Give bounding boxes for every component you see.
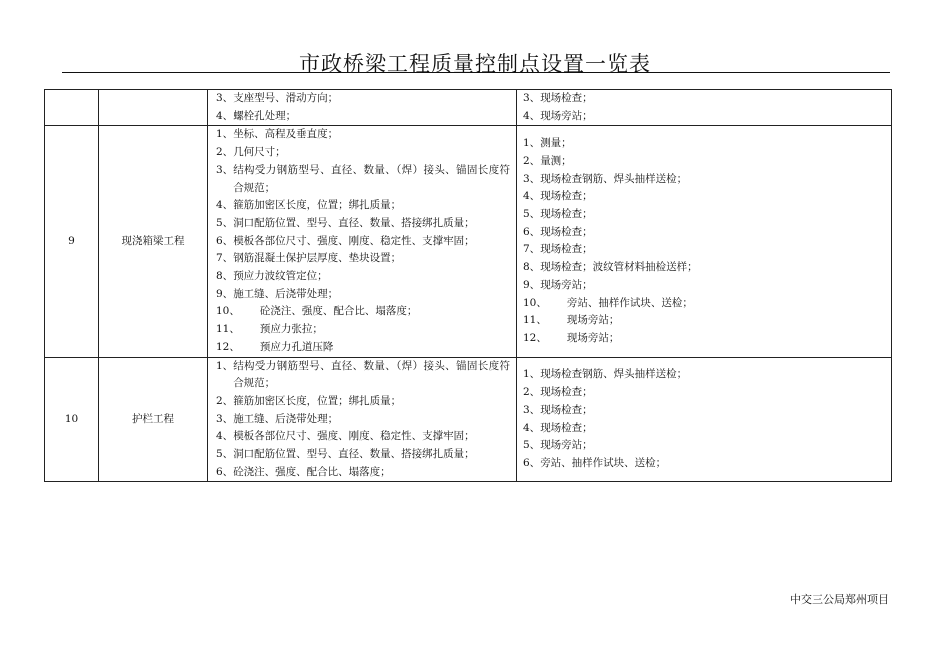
inspection-method-item	[523, 384, 885, 402]
control-point-item	[216, 303, 510, 321]
control-point-item	[216, 428, 510, 446]
control-point-item	[216, 197, 510, 215]
item-number: 8、	[523, 261, 541, 274]
item-text: 模板各部位尺寸、强度、刚度、稳定性、支撑牢固；	[233, 430, 475, 443]
item-text: 预应力孔道压降	[259, 340, 334, 353]
item-text: 现场检查；	[540, 225, 593, 238]
control-point-item	[216, 464, 510, 482]
item-text: 现场旁站；	[540, 278, 593, 291]
item-number: 3、	[523, 172, 541, 185]
table-body	[45, 90, 892, 482]
item-number: 6、	[216, 465, 234, 478]
item-text: 结构受力钢筋型号、直径、数量、（焊）接头、锚固长度符合规范；	[233, 163, 510, 194]
item-text: 现场检查钢筋、焊头抽样送检；	[540, 172, 688, 185]
control-point-item	[216, 108, 510, 126]
inspection-method-item	[523, 108, 885, 126]
item-number: 8、	[216, 270, 234, 283]
control-point-item	[216, 126, 510, 144]
item-text: 现场检查；	[540, 386, 593, 399]
item-text: 钢筋混凝土保护层厚度、垫块设置；	[233, 252, 402, 265]
inspection-method-item	[523, 206, 885, 224]
item-number: 6、	[523, 225, 541, 238]
inspection-method-item	[523, 259, 885, 277]
control-point-item	[216, 411, 510, 429]
control-point-item	[216, 286, 510, 304]
item-text: 洞口配筋位置、型号、直径、数量、搭接绑扎质量；	[233, 216, 475, 229]
inspection-method-item	[523, 135, 885, 153]
item-number: 9、	[216, 287, 234, 300]
item-number: 7、	[216, 252, 234, 265]
project-name-cell: 现浇箱梁工程	[99, 126, 208, 357]
item-number: 4、	[216, 430, 234, 443]
table-row	[45, 357, 892, 482]
item-text: 现场检查；	[540, 208, 593, 221]
project-name-cell: 护栏工程	[99, 357, 208, 482]
inspection-methods-cell	[517, 357, 892, 482]
item-text: 现场检查；	[540, 243, 593, 256]
row-number-cell	[45, 90, 99, 126]
control-points-cell	[208, 357, 517, 482]
item-number: 10、	[216, 305, 260, 318]
item-text: 现场旁站；	[566, 314, 620, 327]
item-number: 4、	[523, 109, 541, 122]
inspection-method-item	[523, 295, 885, 313]
item-number: 4、	[216, 109, 234, 122]
control-point-item	[216, 90, 510, 108]
control-point-item	[216, 446, 510, 464]
control-point-item	[216, 162, 510, 197]
quality-control-table	[44, 89, 892, 482]
item-text: 量测；	[540, 154, 572, 167]
item-number: 1、	[523, 368, 541, 381]
control-point-item	[216, 233, 510, 251]
inspection-method-item	[523, 330, 885, 348]
item-text: 现场旁站；	[566, 331, 620, 344]
item-text: 坐标、高程及垂直度；	[233, 128, 339, 141]
item-text: 洞口配筋位置、型号、直径、数量、搭接绑扎质量；	[233, 448, 475, 461]
control-point-item	[216, 321, 510, 339]
item-number: 3、	[523, 403, 541, 416]
item-number: 4、	[216, 199, 234, 212]
footer-project-name: 中交三公局郑州项目	[790, 593, 889, 606]
inspection-methods-cell	[517, 90, 892, 126]
item-text: 现场检查钢筋、焊头抽样送检；	[540, 368, 688, 381]
item-text: 现场旁站；	[540, 439, 593, 452]
item-text: 螺栓孔处理；	[233, 109, 297, 122]
item-text: 旁站、抽样作试块、送检；	[540, 456, 667, 469]
item-text: 砼浇注、强度、配合比、塌落度；	[259, 305, 418, 318]
inspection-method-item	[523, 90, 885, 108]
item-text: 预应力张拉；	[259, 323, 323, 336]
item-number: 5、	[216, 216, 234, 229]
item-text: 旁站、抽样作试块、送检；	[566, 296, 693, 309]
item-number: 4、	[523, 421, 541, 434]
item-number: 5、	[523, 439, 541, 452]
title-underline	[62, 72, 890, 73]
inspection-methods-cell	[517, 126, 892, 357]
inspection-method-item	[523, 188, 885, 206]
item-number: 1、	[216, 128, 234, 141]
item-text: 结构受力钢筋型号、直径、数量、（焊）接头、锚固长度符合规范；	[233, 359, 510, 390]
inspection-method-item	[523, 153, 885, 171]
item-number: 3、	[216, 92, 234, 104]
item-number: 1、	[216, 359, 234, 372]
inspection-method-item	[523, 455, 885, 473]
item-number: 12、	[216, 340, 260, 353]
item-text: 现场检查；	[540, 403, 593, 416]
control-point-item	[216, 339, 510, 357]
control-point-item	[216, 144, 510, 162]
inspection-method-item	[523, 420, 885, 438]
control-points-cell	[208, 126, 517, 357]
inspection-method-item	[523, 402, 885, 420]
item-number: 4、	[523, 190, 541, 203]
inspection-method-item	[523, 437, 885, 455]
item-text: 模板各部位尺寸、强度、刚度、稳定性、支撑牢固；	[233, 234, 475, 247]
item-text: 支座型号、滑动方向；	[233, 92, 339, 104]
item-text: 箍筋加密区长度，位置；绑扎质量；	[233, 199, 402, 212]
item-number: 1、	[523, 137, 541, 150]
item-number: 6、	[216, 234, 234, 247]
item-number: 11、	[216, 323, 260, 336]
control-point-item	[216, 268, 510, 286]
inspection-method-item	[523, 241, 885, 259]
item-text: 测量；	[540, 137, 572, 150]
item-text: 箍筋加密区长度，位置；绑扎质量；	[233, 394, 402, 407]
item-text: 现场检查；	[540, 421, 593, 434]
item-text: 施工缝、后浇带处理；	[233, 287, 339, 300]
item-number: 2、	[523, 154, 541, 167]
item-number: 12、	[523, 331, 567, 344]
row-number-cell: 10	[45, 357, 99, 482]
item-text: 现场旁站；	[540, 109, 593, 122]
item-text: 砼浇注、强度、配合比、塌落度；	[233, 465, 391, 478]
control-points-cell	[208, 90, 517, 126]
inspection-method-item	[523, 277, 885, 295]
control-point-item	[216, 358, 510, 393]
control-point-item	[216, 250, 510, 268]
control-point-item	[216, 393, 510, 411]
row-number-cell: 9	[45, 126, 99, 357]
item-text: 预应力波纹管定位；	[233, 270, 328, 283]
document-title: 市政桥梁工程质量控制点设置一览表	[299, 52, 651, 76]
item-number: 3、	[216, 163, 234, 176]
project-name-cell	[99, 90, 208, 126]
item-number: 3、	[523, 92, 541, 104]
table-row	[45, 126, 892, 357]
item-number: 2、	[216, 394, 234, 407]
item-number: 5、	[523, 208, 541, 221]
item-number: 7、	[523, 243, 541, 256]
item-text: 现场检查；波纹管材料抽检送样；	[540, 261, 698, 274]
inspection-method-item	[523, 312, 885, 330]
item-text: 施工缝、后浇带处理；	[233, 412, 339, 425]
table-row	[45, 90, 892, 126]
item-number: 2、	[216, 146, 234, 159]
item-number: 11、	[523, 314, 567, 327]
item-number: 6、	[523, 456, 541, 469]
inspection-method-item	[523, 171, 885, 189]
control-point-item	[216, 215, 510, 233]
item-number: 9、	[523, 278, 541, 291]
item-number: 2、	[523, 386, 541, 399]
item-number: 5、	[216, 448, 234, 461]
item-text: 现场检查；	[540, 190, 593, 203]
item-text: 几何尺寸；	[233, 146, 286, 159]
item-number: 10、	[523, 296, 567, 309]
item-text: 现场检查；	[540, 92, 593, 104]
inspection-method-item	[523, 366, 885, 384]
item-number: 3、	[216, 412, 234, 425]
inspection-method-item	[523, 224, 885, 242]
